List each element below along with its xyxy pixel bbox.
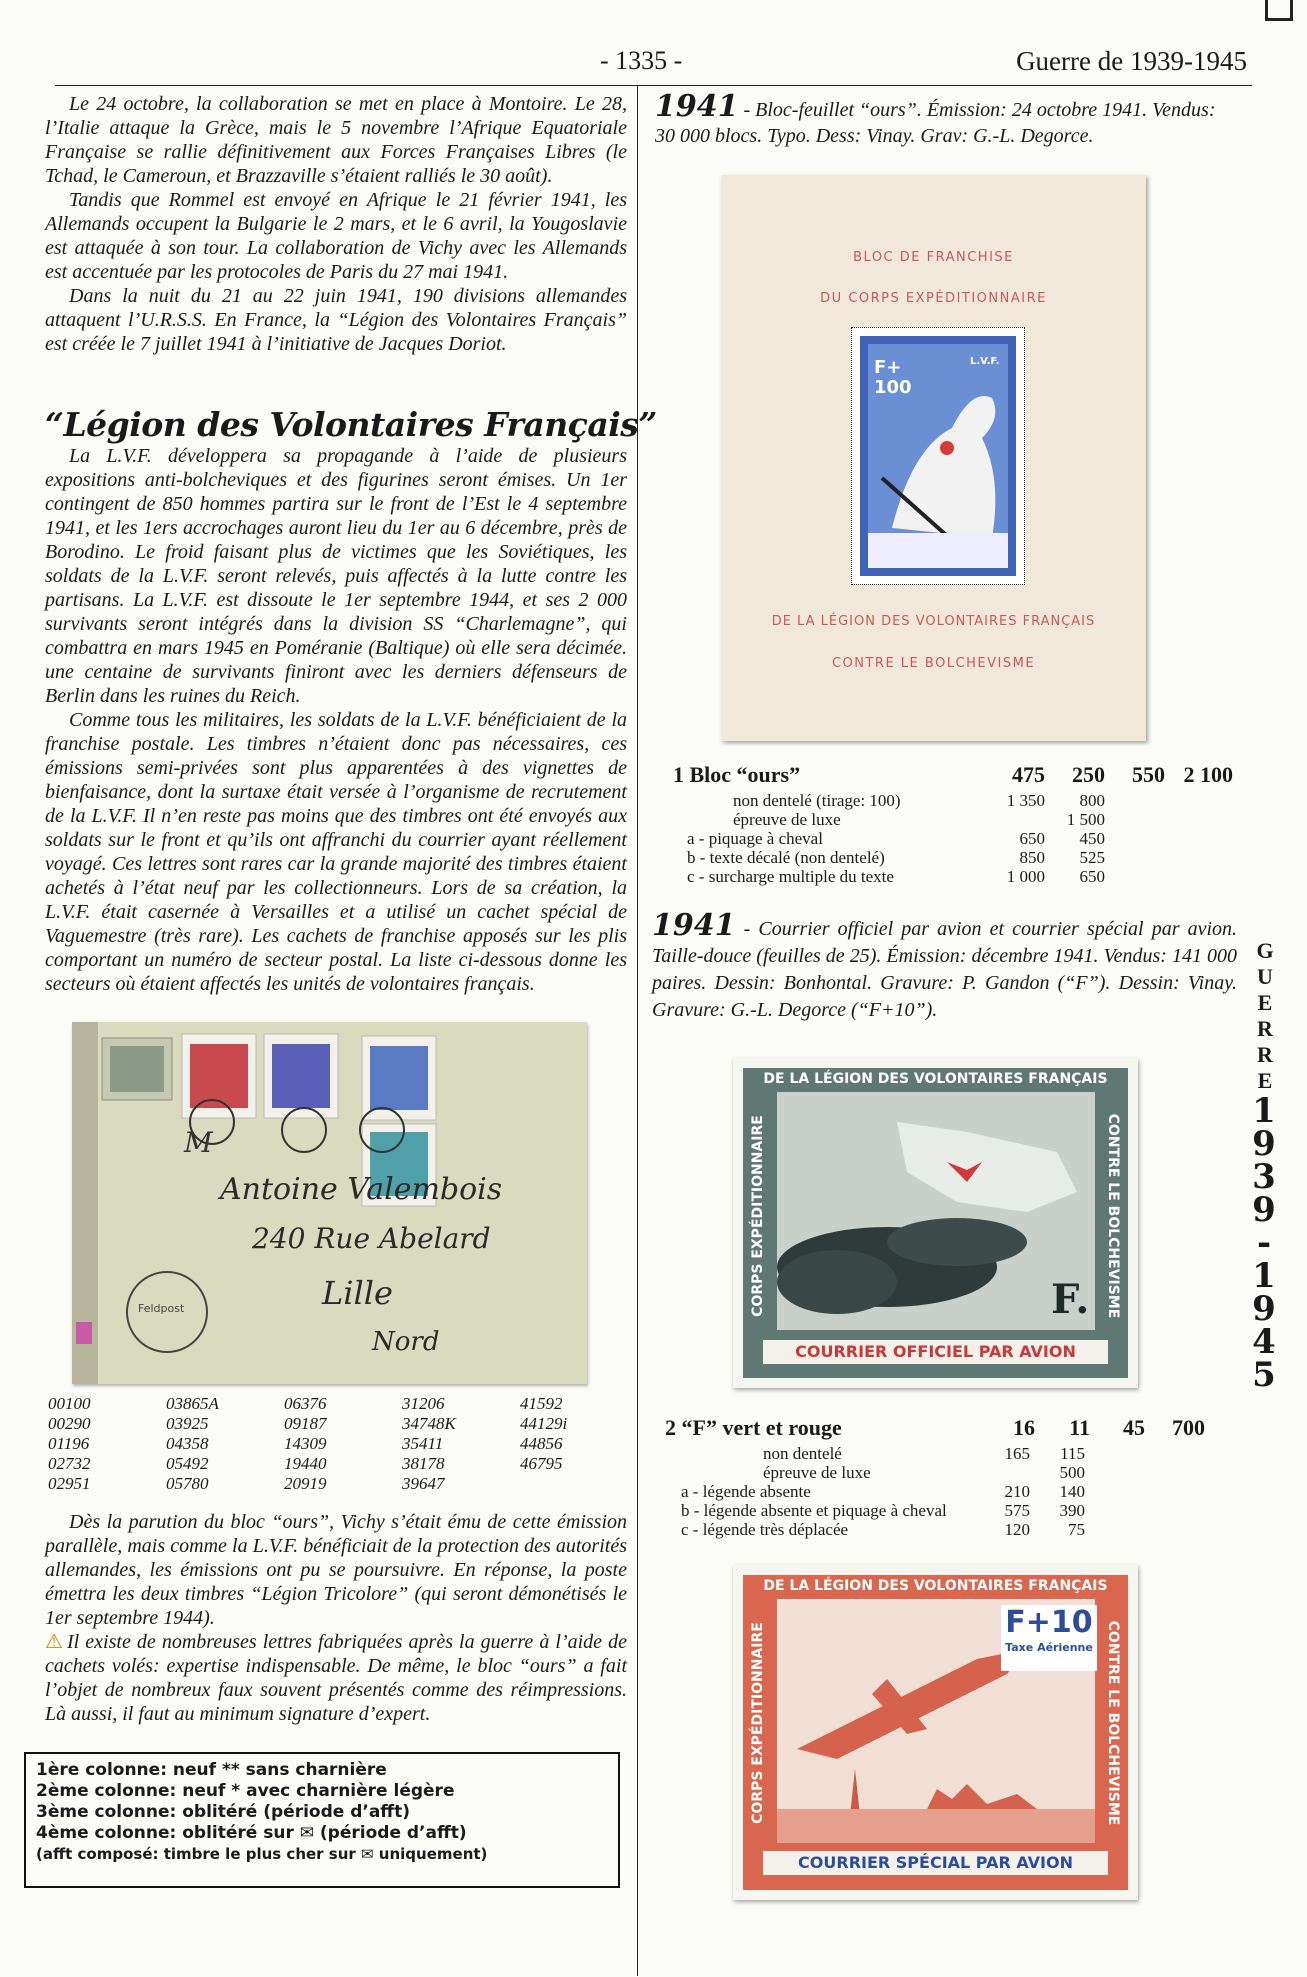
stamp-left-legend: CORPS EXPÉDITIONNAIRE — [750, 1115, 766, 1317]
side-label-word: G U E R R E — [1256, 938, 1274, 1093]
sector-column — [520, 1394, 640, 1474]
page-number: - 1335 - — [600, 46, 683, 75]
intro-text — [45, 92, 627, 356]
price-row: c - légende très déplacée 120 75 — [681, 1520, 1085, 1539]
sector-number: 04358 — [166, 1434, 209, 1453]
sector-number: 03925 — [166, 1414, 209, 1433]
sector-number: 02732 — [48, 1454, 91, 1473]
price-row: c - surcharge multiple du texte 1 000 650 — [687, 867, 1105, 886]
legend-line: 3ème colonne: oblitéré (période d’afft) — [36, 1802, 410, 1822]
price-row: a - piquage à cheval 650 450 — [687, 829, 1105, 848]
stamp-top-legend: DE LA LÉGION DES VOLONTAIRES FRANÇAIS — [763, 1071, 1108, 1087]
legend-line: 1ère colonne: neuf ** sans charnière — [36, 1760, 387, 1780]
price-row: épreuve de luxe 1 500 — [733, 810, 1105, 829]
sector-number: 05780 — [166, 1474, 209, 1493]
bloc-inscription: DE LA LÉGION DES VOLONTAIRES FRANÇAIS — [771, 614, 1096, 629]
sector-number: 02951 — [48, 1474, 91, 1493]
stamp-tax-label: Taxe Aérienne — [1005, 1641, 1093, 1654]
price-row: b - texte décalé (non dentelé) 850 525 — [687, 848, 1105, 867]
issue-description: - Courrier officiel par avion et courrier spécial par avion. Taille-douce (feuilles de 25). Émission: décembre 1941. Vendus: 141 000 paires. Dessin: Bonhontal. Gravure: P. Gandon (“F”). Dessin: Vinay. Gravure: G.-L. Degorce (“F+10”). — [652, 918, 1238, 1021]
value-box — [1001, 1605, 1097, 1671]
warning-paragraph: ⚠ Il existe de nombreuses lettres fabriquées après la guerre à l’aide de cachets volés: expertise indispensable. De même, le bloc “ours” a fait l’objet de nombreux faux souvent présentés comme des réimpressions. Là aussi, il faut au minimum signature d’expert. — [45, 1631, 627, 1725]
price-col4: 2 100 — [1183, 762, 1233, 787]
sector-number: 19440 — [284, 1454, 327, 1473]
price-row: épreuve de luxe 500 — [763, 1463, 1085, 1482]
stamp-bottom-legend: COURRIER OFFICIEL PAR AVION — [763, 1340, 1108, 1364]
stamp-bottom-legend: COURRIER SPÉCIAL PAR AVION — [763, 1851, 1108, 1875]
stamp-courrier-special — [733, 1565, 1138, 1900]
price-col3: 45 — [1123, 1415, 1145, 1440]
closing-text — [45, 1510, 627, 1726]
price-row: a - légende absente 210 140 — [681, 1482, 1085, 1501]
envelope-prefix: M — [184, 1126, 213, 1159]
envelope-region: Nord — [372, 1327, 440, 1357]
bloc-inscription: CONTRE LE BOLCHEVISME — [831, 656, 1036, 671]
sector-number: 34748K — [402, 1414, 456, 1433]
lvf-text — [45, 444, 627, 996]
sector-column — [166, 1394, 286, 1494]
issue-year: 1941 — [655, 89, 739, 124]
legend-line: 4ème colonne: oblitéré sur ✉ (période d’afft) — [36, 1823, 467, 1843]
sector-number: 38178 — [402, 1454, 445, 1473]
plane-art — [777, 1092, 1095, 1330]
price-row-main — [665, 1415, 1245, 1444]
legend-line: (afft composé: timbre le plus cher sur ✉ uniquement) — [36, 1845, 488, 1863]
sector-column — [284, 1394, 404, 1494]
side-label-years: 1 9 3 9 - 1 9 4 5 — [1252, 1091, 1276, 1395]
sector-number: 05492 — [166, 1454, 209, 1473]
running-title: Guerre de 1939-1945 — [1016, 46, 1247, 76]
bear-stamp — [851, 327, 1025, 585]
sector-number: 44856 — [520, 1434, 563, 1453]
sector-number: 14309 — [284, 1434, 327, 1453]
legend-line: 2ème colonne: neuf * avec charnière légère — [36, 1781, 455, 1801]
price-row: non dentelé (tirage: 100) 1 350 800 — [733, 791, 1105, 810]
price-row: non dentelé 165 115 — [763, 1444, 1085, 1463]
sector-number: 00100 — [48, 1394, 91, 1413]
column-separator — [637, 86, 638, 1976]
stamp-right-legend: CONTRE LE BOLCHEVISME — [1105, 1620, 1121, 1826]
stamp-courrier-officiel — [733, 1058, 1138, 1388]
bloc-inscription: DU CORPS EXPÉDITIONNAIRE — [820, 291, 1047, 306]
price-col3: 550 — [1132, 762, 1165, 787]
stamp-face-value: F+10 — [1005, 1605, 1093, 1640]
price-col1: 16 — [1013, 1415, 1035, 1440]
issue-description: - Bloc-feuillet “ours”. Émission: 24 octobre 1941. Vendus: 30 000 blocs. Typo. Dess: Vinay. Grav: G.-L. Degorce. — [655, 99, 1216, 147]
sector-number: 35411 — [402, 1434, 444, 1453]
issue2-header — [652, 908, 1238, 1024]
sector-column — [402, 1394, 522, 1494]
section-title: “Légion des Volontaires Français” — [45, 405, 657, 444]
price-col4: 700 — [1172, 1415, 1205, 1440]
sector-column — [48, 1394, 168, 1494]
bloc-inscription: BLOC DE FRANCHISE — [853, 250, 1014, 265]
price-table-1 — [665, 762, 1245, 886]
price-legend — [24, 1752, 620, 1888]
envelope-street: 240 Rue Abelard — [252, 1222, 491, 1255]
price-row-main — [665, 762, 1245, 791]
stamp-right-legend: CONTRE LE BOLCHEVISME — [1105, 1113, 1121, 1319]
price-row: b - légende absente et piquage à cheval 575 390 — [681, 1501, 1085, 1520]
sector-number: 06376 — [284, 1394, 327, 1413]
sector-number: 46795 — [520, 1454, 563, 1473]
stamp-top-legend: DE LA LÉGION DES VOLONTAIRES FRANÇAIS — [763, 1578, 1108, 1594]
corner-mark — [1265, 0, 1293, 21]
paragraph: Dans la nuit du 21 au 22 juin 1941, 190 divisions allemandes attaquent l’U.R.S.S. En France, la “Légion des Volontaires Français” est créée le 7 juillet 1941 à l’initiative de Jacques Doriot. — [45, 285, 627, 355]
sector-number: 39647 — [402, 1474, 445, 1493]
envelope-image — [72, 1022, 587, 1384]
sector-number: 00290 — [48, 1414, 91, 1433]
stamp-tag: L.V.F. — [970, 356, 1000, 367]
paragraph: Tandis que Rommel est envoyé en Afrique le 21 février 1941, les Allemands occupent la Bulgarie le 2 mars, et le 6 avril, la Yougoslavie est attaquée à son tour. La collaboration de Vichy avec les Allemands est accentuée par les protocoles de Paris du 27 mai 1941. — [45, 189, 627, 283]
paragraph: Dès la parution du bloc “ours”, Vichy s’était ému de cette émission parallèle, mais comme la L.V.F. bénéficiait de la protection des autorités allemandes, les émissions ont pu se poursuivre. En réponse, la poste émettra les deux timbres “Légion Tricolore” (qui seront démonétisés le 1er septembre 1944). — [45, 1511, 627, 1629]
price-table-2 — [665, 1415, 1245, 1539]
sector-number: 44129i — [520, 1414, 568, 1433]
envelope-addressee: Antoine Valembois — [220, 1172, 503, 1207]
stamp-value: F+ 100 — [874, 357, 912, 398]
paragraph: La L.V.F. développera sa propagande à l’aide de plusieurs expositions anti-bolcheviques et des figurines seront émises. Un 1er contingent de 850 hommes partira sur le front de l’Est le 4 septembre 1941, et les 1ers accrochages auront lieu du 1er au 6 décembre, près de Borodino. Le froid faisant plus de victimes que les Soviétiques, les soldats de la L.V.F. seront relevés, puis affectés à la lutte contre les partisans. La L.V.F. est dissoute le 1er septembre 1944, et ses 2 000 survivants seront intégrés dans la division SS “Charlemagne”, qui combattra en mars 1945 en Poméranie (Baltique) où elle sera décimée. une centaine de survivants finiront avec les derniers défenseurs de Berlin dans les ruines du Reich. — [45, 445, 627, 707]
warning-icon: ⚠ — [45, 1631, 63, 1653]
item-title: 2 “F” vert et rouge — [665, 1415, 842, 1440]
paragraph: Comme tous les militaires, les soldats de la L.V.F. bénéficiaient de la franchise postale. Les timbres n’étaient donc pas nécessaires, ces émissions semi-privées sont plus apparentées à des vignettes de bienfaisance, dont la surtaxe était versée à l’organisme de recrutement de la L.V.F. Il n’en reste pas moins que des timbres ont été envoyés aux soldats sur le front et qu’ils ont affranchi du courrier ayant réellement voyagé. Ces lettres sont rares car la grande majorité des timbres étaient achetés à l’état neuf par les collectionneurs. Lors de sa création, la L.V.F. était casernée à Versailles et a utilisé un cachet spécial de Vaguemestre (très rare). Les cachets de franchise apposés sur les plis comportant un numéro de secteur postal. La liste ci-dessous donne les secteurs où étaient affectés les unités de volontaires français. — [45, 709, 627, 995]
price-col2: 11 — [1069, 1415, 1090, 1440]
header-rule — [55, 85, 1252, 86]
postmark-text: Feldpost — [138, 1302, 185, 1315]
issue1-header — [655, 89, 1237, 149]
stamp-left-legend: CORPS EXPÉDITIONNAIRE — [750, 1622, 766, 1824]
paragraph: Le 24 octobre, la collaboration se met en place à Montoire. Le 28, l’Italie attaque la Grèce, mais le 5 novembre l’Afrique Equatoriale Française se rallie définitivement aux Forces Françaises Libres (le Tchad, le Cameroun, et Brazzaville s’étaient ralliés le 30 août). — [45, 93, 627, 187]
price-col1: 475 — [1012, 762, 1045, 787]
stamp-face-value: F. — [1051, 1276, 1090, 1323]
sector-number: 03865A — [166, 1394, 219, 1413]
item-title: 1 Bloc “ours” — [673, 762, 801, 787]
sector-number: 09187 — [284, 1414, 327, 1433]
sector-number: 20919 — [284, 1474, 327, 1493]
sector-number: 01196 — [48, 1434, 90, 1453]
bloc-ours-image — [721, 175, 1146, 741]
stamp-scene — [777, 1092, 1095, 1330]
issue-year: 1941 — [652, 908, 736, 943]
sector-number: 41592 — [520, 1394, 563, 1413]
envelope-city: Lille — [322, 1274, 393, 1312]
price-col2: 250 — [1072, 762, 1105, 787]
sector-number: 31206 — [402, 1394, 445, 1413]
